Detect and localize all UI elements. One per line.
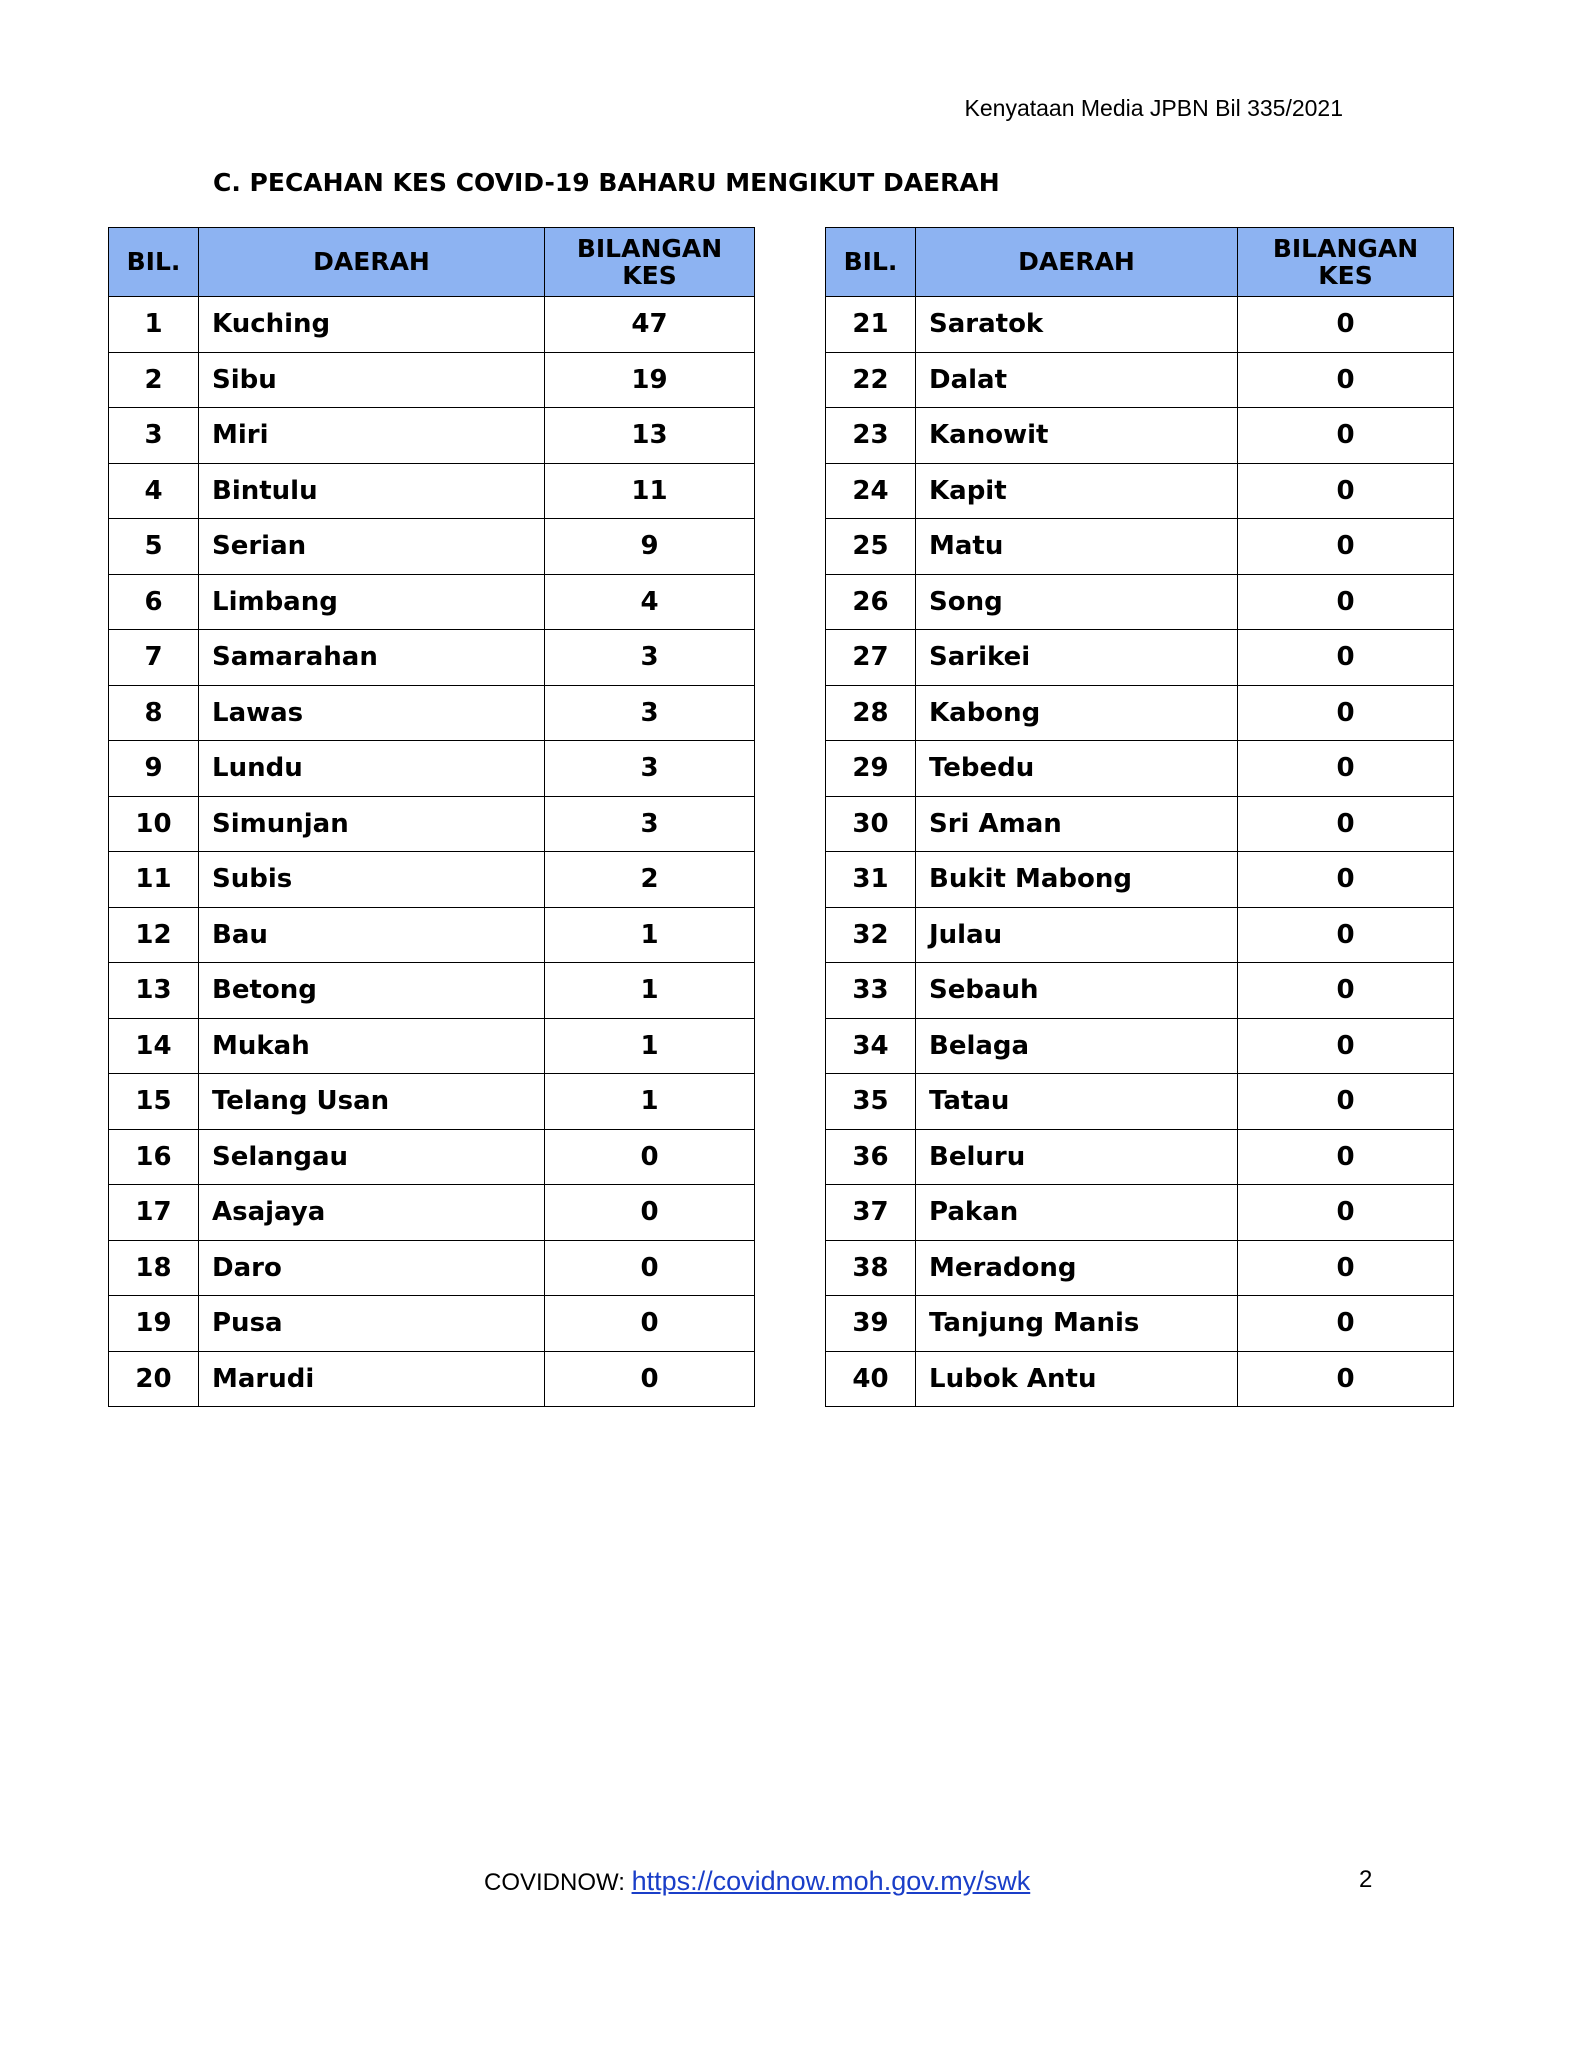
table-row (826, 463, 1454, 519)
row-number: 9 (109, 741, 199, 797)
table-row (109, 1018, 755, 1074)
case-count: 1 (545, 1074, 755, 1130)
district-name: Tatau (916, 1074, 1238, 1130)
district-name: Sarikei (916, 630, 1238, 686)
district-name: Mukah (199, 1018, 545, 1074)
row-number: 2 (109, 352, 199, 408)
case-count: 0 (1238, 1240, 1454, 1296)
district-name: Kabong (916, 685, 1238, 741)
header-bil: BIL. (109, 228, 199, 297)
case-count: 0 (545, 1240, 755, 1296)
case-count: 47 (545, 297, 755, 353)
district-name: Betong (199, 963, 545, 1019)
row-number: 12 (109, 907, 199, 963)
district-name: Tebedu (916, 741, 1238, 797)
row-number: 29 (826, 741, 916, 797)
row-number: 6 (109, 574, 199, 630)
table-row (826, 297, 1454, 353)
row-number: 1 (109, 297, 199, 353)
row-number: 40 (826, 1351, 916, 1407)
table-row (109, 907, 755, 963)
case-count: 1 (545, 963, 755, 1019)
district-name: Pusa (199, 1296, 545, 1352)
table-row (109, 741, 755, 797)
district-name: Miri (199, 408, 545, 464)
case-count: 0 (1238, 574, 1454, 630)
table-row (826, 408, 1454, 464)
district-name: Serian (199, 519, 545, 575)
case-count: 13 (545, 408, 755, 464)
table-row (826, 907, 1454, 963)
district-name: Sibu (199, 352, 545, 408)
table-row (109, 1240, 755, 1296)
table-row (109, 1185, 755, 1241)
district-name: Kapit (916, 463, 1238, 519)
table-row (826, 1240, 1454, 1296)
row-number: 10 (109, 796, 199, 852)
row-number: 24 (826, 463, 916, 519)
district-name: Subis (199, 852, 545, 908)
header-daerah: DAERAH (916, 228, 1238, 297)
row-number: 35 (826, 1074, 916, 1130)
table-row (826, 852, 1454, 908)
row-number: 17 (109, 1185, 199, 1241)
case-count: 0 (1238, 463, 1454, 519)
row-number: 28 (826, 685, 916, 741)
district-name: Bukit Mabong (916, 852, 1238, 908)
row-number: 5 (109, 519, 199, 575)
row-number: 15 (109, 1074, 199, 1130)
district-name: Limbang (199, 574, 545, 630)
district-name: Asajaya (199, 1185, 545, 1241)
row-number: 39 (826, 1296, 916, 1352)
case-count: 11 (545, 463, 755, 519)
table-header-row (826, 228, 1454, 297)
table-row (826, 519, 1454, 575)
case-count: 2 (545, 852, 755, 908)
table-row (109, 1074, 755, 1130)
case-count: 0 (545, 1351, 755, 1407)
district-name: Sebauh (916, 963, 1238, 1019)
case-count: 0 (545, 1296, 755, 1352)
header-daerah: DAERAH (199, 228, 545, 297)
row-number: 33 (826, 963, 916, 1019)
row-number: 31 (826, 852, 916, 908)
table-row (826, 1129, 1454, 1185)
row-number: 18 (109, 1240, 199, 1296)
header-kes: BILANGAN KES (1238, 228, 1454, 297)
section-title: C. PECAHAN KES COVID-19 BAHARU MENGIKUT DAERAH (213, 168, 1000, 197)
case-count: 0 (1238, 685, 1454, 741)
row-number: 22 (826, 352, 916, 408)
table-body-right (826, 297, 1454, 1407)
district-name: Lawas (199, 685, 545, 741)
footer (484, 1866, 1030, 1897)
district-name: Selangau (199, 1129, 545, 1185)
table-row (826, 685, 1454, 741)
row-number: 20 (109, 1351, 199, 1407)
table-row (826, 741, 1454, 797)
case-count: 0 (1238, 741, 1454, 797)
district-table-right (825, 227, 1454, 1407)
district-name: Saratok (916, 297, 1238, 353)
table-row (109, 963, 755, 1019)
table-row (826, 1351, 1454, 1407)
case-count: 0 (1238, 630, 1454, 686)
district-table-left (108, 227, 755, 1407)
district-name: Song (916, 574, 1238, 630)
row-number: 21 (826, 297, 916, 353)
row-number: 8 (109, 685, 199, 741)
case-count: 4 (545, 574, 755, 630)
case-count: 9 (545, 519, 755, 575)
case-count: 0 (1238, 1185, 1454, 1241)
table-row (109, 685, 755, 741)
table-row (826, 1185, 1454, 1241)
table-body-left (109, 297, 755, 1407)
page-number: 2 (1359, 1866, 1373, 1893)
table-row (109, 297, 755, 353)
district-name: Samarahan (199, 630, 545, 686)
case-count: 1 (545, 1018, 755, 1074)
row-number: 19 (109, 1296, 199, 1352)
district-name: Beluru (916, 1129, 1238, 1185)
row-number: 30 (826, 796, 916, 852)
row-number: 11 (109, 852, 199, 908)
case-count: 0 (1238, 297, 1454, 353)
row-number: 7 (109, 630, 199, 686)
table-row (109, 1296, 755, 1352)
district-name: Marudi (199, 1351, 545, 1407)
district-name: Bau (199, 907, 545, 963)
table-row (826, 796, 1454, 852)
case-count: 0 (545, 1129, 755, 1185)
case-count: 0 (1238, 519, 1454, 575)
district-name: Sri Aman (916, 796, 1238, 852)
row-number: 3 (109, 408, 199, 464)
row-number: 23 (826, 408, 916, 464)
row-number: 27 (826, 630, 916, 686)
case-count: 0 (545, 1185, 755, 1241)
table-row (109, 852, 755, 908)
covidnow-link[interactable]: https://covidnow.moh.gov.my/swk (631, 1866, 1031, 1896)
case-count: 19 (545, 352, 755, 408)
case-count: 0 (1238, 852, 1454, 908)
district-name: Simunjan (199, 796, 545, 852)
header-bil: BIL. (826, 228, 916, 297)
district-name: Kanowit (916, 408, 1238, 464)
district-name: Daro (199, 1240, 545, 1296)
district-name: Meradong (916, 1240, 1238, 1296)
district-name: Lundu (199, 741, 545, 797)
table-row (826, 963, 1454, 1019)
case-count: 0 (1238, 1129, 1454, 1185)
case-count: 0 (1238, 408, 1454, 464)
row-number: 26 (826, 574, 916, 630)
district-name: Julau (916, 907, 1238, 963)
table-row (109, 352, 755, 408)
case-count: 3 (545, 630, 755, 686)
row-number: 13 (109, 963, 199, 1019)
case-count: 0 (1238, 352, 1454, 408)
row-number: 16 (109, 1129, 199, 1185)
district-name: Pakan (916, 1185, 1238, 1241)
case-count: 0 (1238, 963, 1454, 1019)
district-name: Bintulu (199, 463, 545, 519)
case-count: 0 (1238, 1296, 1454, 1352)
district-name: Matu (916, 519, 1238, 575)
case-count: 0 (1238, 796, 1454, 852)
table-row (826, 630, 1454, 686)
table-row (109, 1129, 755, 1185)
row-number: 38 (826, 1240, 916, 1296)
table-row (109, 408, 755, 464)
row-number: 32 (826, 907, 916, 963)
row-number: 4 (109, 463, 199, 519)
table-row (826, 1074, 1454, 1130)
district-name: Tanjung Manis (916, 1296, 1238, 1352)
row-number: 34 (826, 1018, 916, 1074)
district-name: Telang Usan (199, 1074, 545, 1130)
table-row (826, 1018, 1454, 1074)
case-count: 0 (1238, 907, 1454, 963)
table-row (109, 796, 755, 852)
row-number: 25 (826, 519, 916, 575)
table-header-row (109, 228, 755, 297)
case-count: 0 (1238, 1018, 1454, 1074)
table-row (826, 352, 1454, 408)
header-kes: BILANGAN KES (545, 228, 755, 297)
case-count: 1 (545, 907, 755, 963)
case-count: 0 (1238, 1074, 1454, 1130)
footer-label: COVIDNOW: (484, 1869, 632, 1896)
case-count: 3 (545, 741, 755, 797)
district-name: Dalat (916, 352, 1238, 408)
table-row (826, 574, 1454, 630)
case-count: 3 (545, 796, 755, 852)
case-count: 0 (1238, 1351, 1454, 1407)
district-name: Kuching (199, 297, 545, 353)
table-row (109, 1351, 755, 1407)
district-name: Belaga (916, 1018, 1238, 1074)
table-row (109, 463, 755, 519)
table-row (826, 1296, 1454, 1352)
table-row (109, 574, 755, 630)
case-count: 3 (545, 685, 755, 741)
table-row (109, 630, 755, 686)
row-number: 36 (826, 1129, 916, 1185)
row-number: 37 (826, 1185, 916, 1241)
document-reference: Kenyataan Media JPBN Bil 335/2021 (964, 95, 1343, 121)
row-number: 14 (109, 1018, 199, 1074)
table-row (109, 519, 755, 575)
district-name: Lubok Antu (916, 1351, 1238, 1407)
